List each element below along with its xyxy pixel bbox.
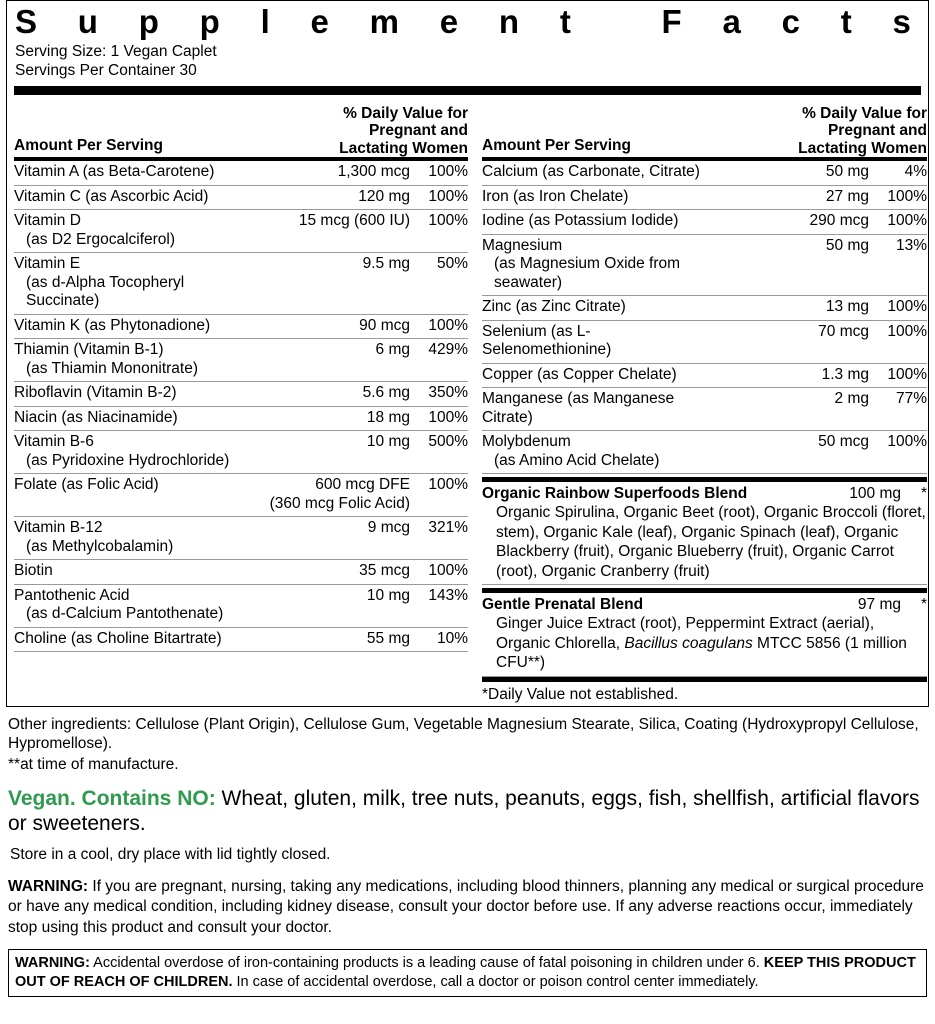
blend-species-name: Bacillus coagulans (624, 634, 753, 652)
nutrient-source: (as Thiamin Mononitrate) (26, 359, 199, 377)
nutrient-amount: 120 mg (260, 185, 410, 210)
nutrient-source: (as d-Calcium Pantothenate) (26, 605, 224, 622)
title-letter: m (369, 3, 410, 40)
nutrient-name: Calcium (as Carbonate, Citrate) (482, 161, 719, 185)
right-amount-header: Amount Per Serving (482, 137, 631, 154)
nutrient-daily-value: 100% (410, 314, 468, 339)
title-letter: t (840, 3, 863, 40)
left-dv-header (258, 105, 468, 158)
nutrient-source: (as Amino Acid Chelate) (494, 451, 660, 469)
right-column-header (482, 95, 927, 157)
title-letter: e (439, 3, 470, 40)
left-amount-header: Amount Per Serving (14, 137, 163, 154)
nutrient-row (482, 363, 927, 388)
nutrient-amount: 290 mcg (719, 210, 869, 235)
iron-warning-part1: Accidental overdose of iron-containing products is a leading cause of fatal poisoning in children under 6. (89, 955, 764, 971)
nutrient-daily-value: 100% (410, 161, 468, 185)
nutrient-name: Iodine (as Potassium Iodide) (482, 210, 719, 235)
nutrient-daily-value: 13% (869, 234, 927, 296)
nutrient-daily-value: 100% (410, 474, 468, 517)
nutrient-daily-value: 100% (869, 210, 927, 235)
blend-amount: 100 mg (849, 485, 901, 502)
blend-header (482, 484, 927, 503)
nutrient-amount: 50 mg (719, 161, 869, 185)
nutrient-row (14, 314, 468, 339)
title-letter: F (661, 3, 693, 40)
blend-ingredients: Ginger Juice Extract (root), Peppermint Extract (aerial), Organic Chlorella, Bacillus coagulans MTCC 5856 (1 million CFU**) (496, 615, 907, 671)
nutrient-amount: 90 mcg (260, 314, 410, 339)
nutrient-row (14, 584, 468, 627)
nutrient-row (14, 431, 468, 474)
dv-line-1: % Daily Value for (343, 104, 468, 122)
nutrient-row (14, 474, 468, 517)
nutrient-daily-value: 4% (869, 161, 927, 185)
blend-amount: 97 mg (857, 596, 901, 613)
dv-line-3: Lactating Women (798, 139, 927, 157)
nutrient-name: Vitamin K (as Phytonadione) (14, 314, 260, 339)
nutrient-source: (as Methylcobalamin) (26, 537, 174, 555)
nutrient-amount: 1,300 mcg (260, 161, 410, 185)
nutrient-source: (as Magnesium Oxide from seawater) (494, 255, 681, 291)
nutrient-name: Choline (as Choline Bitartrate) (14, 627, 260, 652)
nutrient-daily-value: 100% (410, 210, 468, 253)
nutrient-name: Iron (as Iron Chelate) (482, 185, 719, 210)
nutrient-amount: 10 mg (260, 431, 410, 474)
left-nutrient-table (14, 161, 468, 652)
vegan-allergen-statement (6, 775, 929, 836)
nutrient-row (14, 210, 468, 253)
blend-name: Gentle Prenatal Blend (482, 596, 644, 613)
nutrient-name: Vitamin A (as Beta-Carotene) (14, 161, 260, 185)
nutrient-daily-value: 100% (410, 185, 468, 210)
nutrient-name: Riboflavin (Vitamin B-2) (14, 382, 260, 407)
nutrient-amount: 50 mcg (719, 431, 869, 474)
nutrient-amount: 9.5 mg (260, 253, 410, 315)
nutrient-daily-value: 100% (410, 560, 468, 585)
nutrient-row (482, 296, 927, 321)
daily-value-footnote: *Daily Value not established. (482, 685, 679, 703)
nutrient-row (14, 253, 468, 315)
nutrient-name: Manganese (as Manganese Citrate) (482, 388, 719, 431)
title-letter: u (77, 3, 109, 40)
nutrient-daily-value: 500% (410, 431, 468, 474)
nutrient-name: Folate (as Folic Acid) (14, 474, 260, 517)
nutrient-name: Magnesium (as Magnesium Oxide from seawater) (482, 234, 719, 296)
title-letter: n (498, 3, 531, 40)
serving-size: Serving Size: 1 Vegan Caplet (15, 43, 217, 60)
nutrient-daily-value: 100% (869, 431, 927, 474)
title-letter (612, 3, 632, 41)
nutrient-daily-value: 100% (869, 185, 927, 210)
nutrient-row (14, 339, 468, 382)
nutrient-amount: 55 mg (260, 627, 410, 652)
proprietary-blends (482, 477, 927, 677)
nutrient-name: Copper (as Copper Chelate) (482, 363, 719, 388)
nutrient-name: Vitamin D (as D2 Ergocalciferol) (14, 210, 260, 253)
nutrient-amount: 50 mg (719, 234, 869, 296)
nutrient-row (482, 210, 927, 235)
nutrient-amount: 70 mcg (719, 320, 869, 363)
nutrient-columns (7, 95, 928, 706)
nutrient-row (14, 185, 468, 210)
nutrient-daily-value: 100% (410, 406, 468, 431)
blend-ingredients: Organic Spirulina, Organic Beet (root), Organic Broccoli (floret, stem), Organic Kale (leaf), Organic Spinach (leaf), Organic Blackberry (fruit), Organic Blueberry (fruit), Organic Carrot (root), Organic Cranberry (fruit) (496, 504, 926, 580)
nutrient-amount: 5.6 mg (260, 382, 410, 407)
nutrient-amount: 1.3 mg (719, 363, 869, 388)
nutrient-source: (as d-Alpha Tocopheryl Succinate) (26, 273, 185, 309)
right-nutrient-column (474, 95, 927, 706)
iron-warning-part2: In case of accidental overdose, call a doctor or poison control center immediately. (232, 973, 759, 990)
nutrient-row (482, 161, 927, 185)
nutrient-amount: 13 mg (719, 296, 869, 321)
nutrient-row (482, 320, 927, 363)
left-column-header (14, 95, 468, 157)
serving-info (7, 41, 928, 86)
nutrient-amount: 35 mcg (260, 560, 410, 585)
nutrient-amount: 10 mg (260, 584, 410, 627)
storage-instructions: Store in a cool, dry place with lid tightly closed. (10, 845, 331, 863)
title-letter: l (260, 3, 281, 40)
nutrient-amount: 18 mg (260, 406, 410, 431)
title-letter: c (781, 3, 811, 40)
vegan-text: Wheat, gluten, milk, tree nuts, peanuts, eggs, fish, shellfish, artificial flavors or sweeteners. (8, 786, 920, 835)
nutrient-name: Vitamin C (as Ascorbic Acid) (14, 185, 260, 210)
nutrient-amount: 9 mcg (260, 517, 410, 560)
iron-warning-box (8, 949, 927, 997)
other-ingredients: Other ingredients: Cellulose (Plant Origin), Cellulose Gum, Vegetable Magnesium Stearate, Silica, Coating (Hydroxypropyl Cellulose, Hypromellose). (8, 715, 919, 752)
nutrient-row (14, 517, 468, 560)
supplement-facts-panel (6, 0, 929, 707)
nutrient-name: Zinc (as Zinc Citrate) (482, 296, 719, 321)
nutrient-row (482, 431, 927, 474)
servings-per-container: Servings Per Container 30 (15, 62, 197, 79)
nutrient-name: Vitamin E (as d-Alpha Tocopheryl Succinate) (14, 253, 260, 315)
nutrient-name: Vitamin B-6 (as Pyridoxine Hydrochloride) (14, 431, 260, 474)
manufacture-note: **at time of manufacture. (8, 755, 179, 773)
nutrient-amount: 600 mcg DFE (360 mcg Folic Acid) (260, 474, 410, 517)
iron-warning-emphasis: KEEP THIS PRODUCT OUT OF REACH OF CHILDREN. (15, 955, 916, 990)
left-nutrient-column (14, 95, 474, 706)
nutrient-source: (as Pyridoxine Hydrochloride) (26, 451, 230, 469)
nutrient-name: Biotin (14, 560, 260, 585)
nutrient-name: Vitamin B-12 (as Methylcobalamin) (14, 517, 260, 560)
nutrient-name: Thiamin (Vitamin B-1) (as Thiamin Mononitrate) (14, 339, 260, 382)
vegan-label: Vegan. Contains NO: (8, 786, 216, 810)
blend-header (482, 595, 927, 614)
nutrient-daily-value: 100% (869, 296, 927, 321)
dv-line-2: Pregnant and (827, 122, 927, 139)
right-nutrient-table (482, 161, 927, 474)
nutrient-amount: 2 mg (719, 388, 869, 431)
blend-footnote-marker: * (920, 596, 927, 613)
blend-footnote-marker: * (920, 485, 927, 502)
nutrient-row (482, 185, 927, 210)
right-dv-header (717, 105, 927, 158)
nutrient-source: (as D2 Ergocalciferol) (26, 230, 176, 248)
panel-top-rule (14, 86, 921, 95)
nutrient-row (14, 627, 468, 652)
nutrient-row (14, 161, 468, 185)
iron-warning-label: WARNING: (15, 955, 90, 971)
dv-line-2: Pregnant and (368, 122, 468, 139)
nutrient-row (482, 234, 927, 296)
dv-line-3: Lactating Women (339, 139, 468, 157)
nutrient-name: Pantothenic Acid (as d-Calcium Pantothenate) (14, 584, 260, 627)
nutrient-row (14, 560, 468, 585)
nutrient-daily-value: 321% (410, 517, 468, 560)
nutrient-amount: 27 mg (719, 185, 869, 210)
nutrient-daily-value: 10% (410, 627, 468, 652)
blend-entry (482, 482, 927, 585)
nutrient-daily-value: 350% (410, 382, 468, 407)
nutrient-daily-value: 100% (869, 320, 927, 363)
nutrient-daily-value: 100% (869, 363, 927, 388)
nutrient-daily-value: 50% (410, 253, 468, 315)
title-letter: S (15, 3, 49, 40)
nutrient-amount-secondary: (360 mcg Folic Acid) (269, 494, 410, 512)
title-letter: p (138, 3, 170, 40)
warning-text: If you are pregnant, nursing, taking any medications, including blood thinners, planning any medical or surgical procedure or have any medical condition, including kidney disease, consult your doctor before use. If any adverse reactions occur, immediately stop using this product and consult your doctor. (8, 877, 924, 936)
nutrient-name: Niacin (as Niacinamide) (14, 406, 260, 431)
nutrient-amount: 6 mg (260, 339, 410, 382)
dv-line-1: % Daily Value for (802, 104, 927, 122)
title-letter: e (310, 3, 340, 40)
nutrient-row (482, 388, 927, 431)
warning-label: WARNING: (8, 877, 89, 895)
nutrient-daily-value: 77% (869, 388, 927, 431)
nutrient-name: Selenium (as L-Selenomethionine) (482, 320, 719, 363)
nutrient-row (14, 382, 468, 407)
nutrient-daily-value: 429% (410, 339, 468, 382)
general-warning (6, 864, 929, 939)
blend-name: Organic Rainbow Superfoods Blend (482, 485, 748, 502)
nutrient-row (14, 406, 468, 431)
blend-entry (482, 593, 927, 677)
panel-title (7, 1, 928, 41)
nutrient-name: Molybdenum (as Amino Acid Chelate) (482, 431, 719, 474)
title-letter: p (199, 3, 231, 40)
title-letter: a (722, 3, 752, 40)
title-letter: t (559, 3, 582, 40)
nutrient-amount: 15 mcg (600 IU) (260, 210, 410, 253)
nutrient-daily-value: 143% (410, 584, 468, 627)
title-letter: s (892, 3, 922, 40)
